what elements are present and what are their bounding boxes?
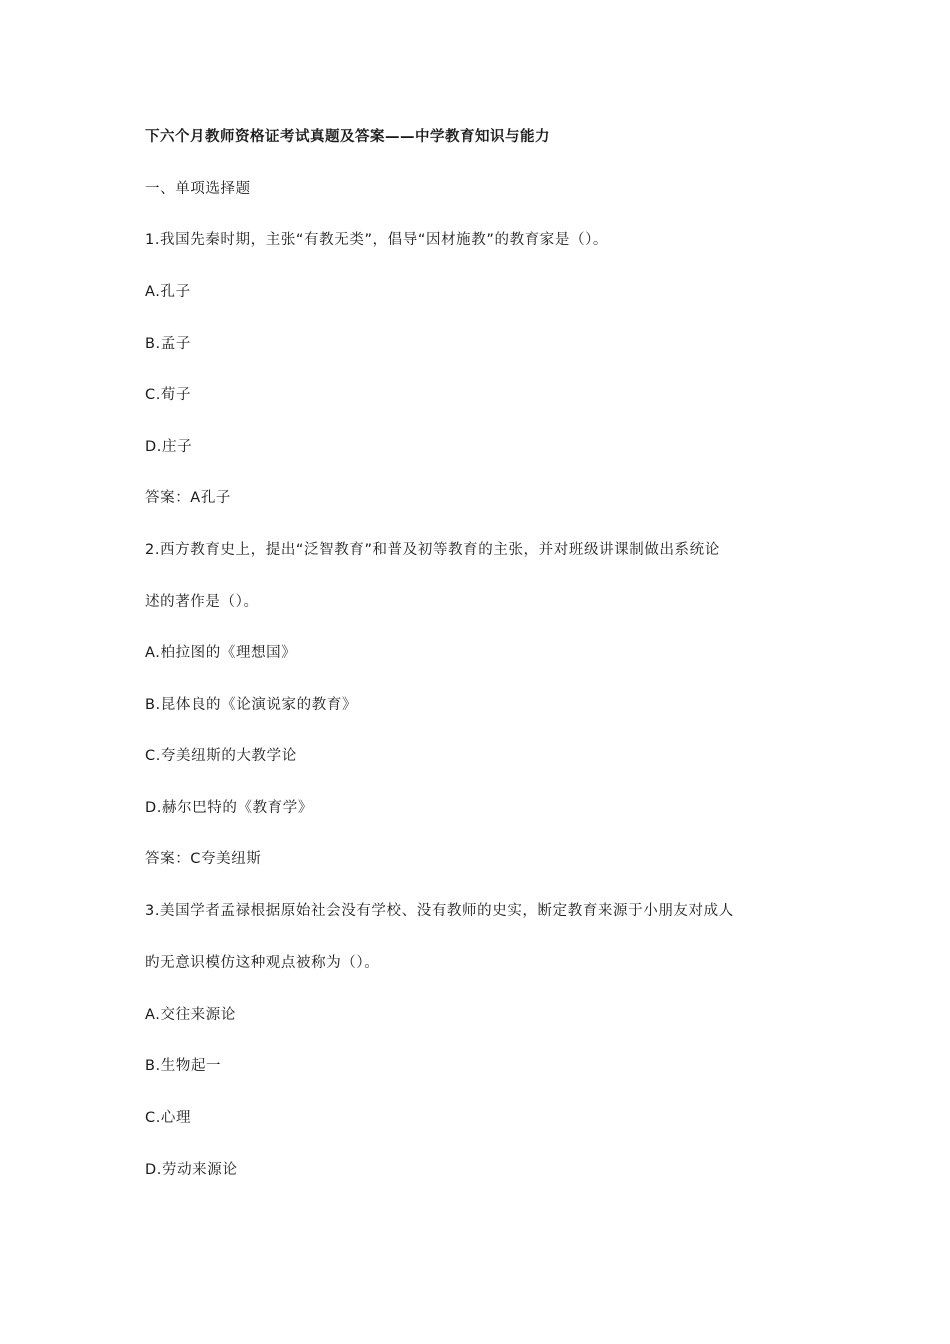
question-2-option-a: A.柏拉图的《理想国》: [145, 645, 297, 661]
question-3-option-d: D.劳动来源论: [145, 1162, 238, 1178]
question-2-stem-line-2: 述的著作是（）。: [145, 594, 259, 610]
question-1-option-c: C.荀子: [145, 387, 192, 403]
document-title: 下六个月教师资格证考试真题及答案——中学教育知识与能力: [145, 129, 550, 145]
question-3-option-a: A.交往来源论: [145, 1007, 236, 1023]
section-heading: 一、单项选择题: [145, 181, 251, 197]
question-2-option-d: D.赫尔巴特的《教育学》: [145, 800, 313, 816]
question-3-option-b: B.生物起一: [145, 1058, 222, 1074]
question-1-option-d: D.庄子: [145, 439, 193, 455]
question-2-stem-line-1: 2.西方教育史上，提出“泛智教育”和普及初等教育的主张，并对班级讲课制做出系统论: [145, 542, 720, 558]
question-1-option-b: B.孟子: [145, 336, 191, 352]
question-1-answer: 答案：A孔子: [145, 490, 232, 506]
question-2-option-c: C.夸美纽斯的大教学论: [145, 748, 297, 764]
question-1-option-a: A.孔子: [145, 284, 191, 300]
question-3-option-c: C.心理: [145, 1110, 192, 1126]
question-3-stem-line-2: 旳无意识模仿这种观点被称为（）。: [145, 955, 380, 971]
question-2-answer: 答案：C夸美纽斯: [145, 851, 262, 867]
question-3-stem-line-1: 3.美国学者孟禄根据原始社会没有学校、没有教师的史实，断定教育来源于小朋友对成人: [145, 903, 734, 919]
question-1-stem: 1.我国先秦时期，主张“有教无类”，倡导“因材施教”的教育家是（）。: [145, 232, 609, 248]
question-2-option-b: B.昆体良的《论演说家的教育》: [145, 697, 358, 713]
